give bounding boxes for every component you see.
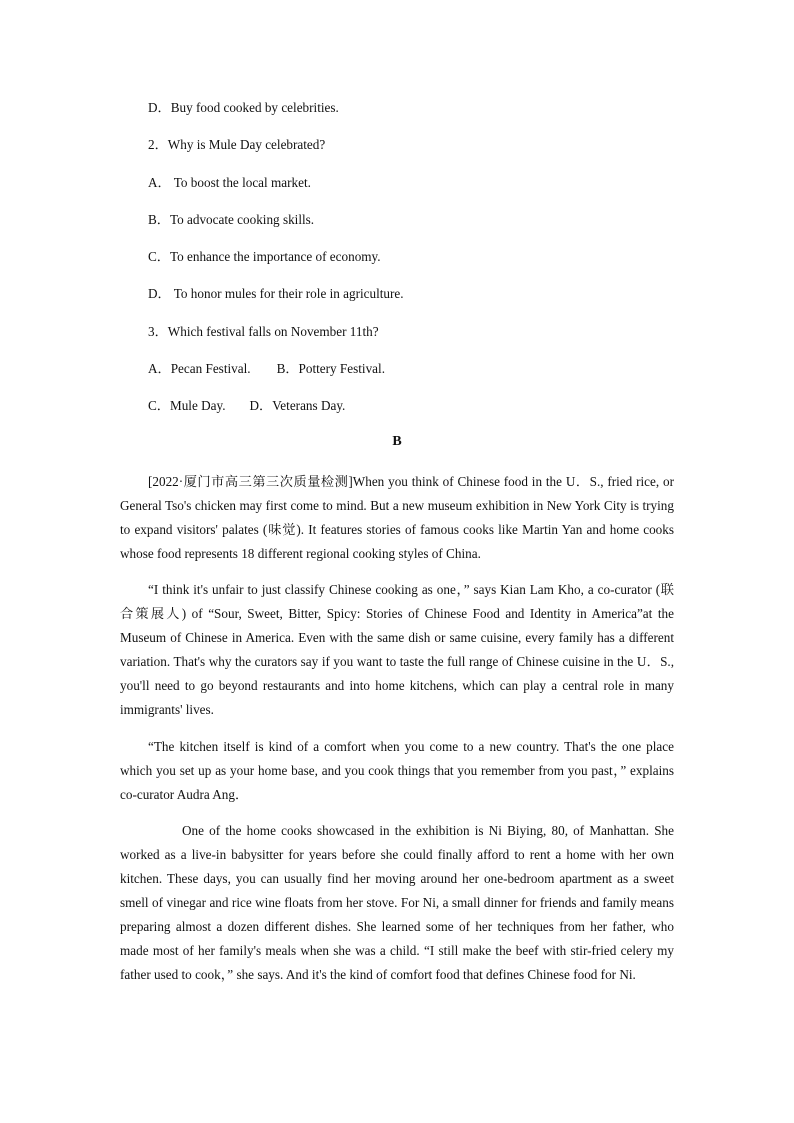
passage-paragraph-3: “The kitchen itself is kind of a comfort when you come to a new country. That's the one place which you set up as your home base, and you cook things that you remember from you past，” explains co-curator Audra Ang． [120,739,674,802]
q2-option-c: C．To enhance the importance of economy. [148,249,381,264]
q2-stem: 2．Why is Mule Day celebrated? [148,137,326,152]
q3-stem: 3．Which festival falls on November 11th? [148,324,379,339]
q3-option-d: D．Veterans Day. [249,398,346,413]
q2-option-a: A． To boost the local market. [148,175,311,190]
passage-paragraph-2: “I think it's unfair to just classify Chinese cooking as one，” says Kian Lam Kho, a co-curator (联合策展人) of “Sour, Sweet, Bitter, Spicy: Stories of Chinese Food and Identity in America”at the Museum of Chinese in America. Even with the same dish or same cuisine, every family has a different variation. That's why the curators say if you want to taste the full range of Chinese cuisine in the U．S., you'll need to go beyond restaurants and into home kitchens, which can play a central role in many immigrants' lives. [120,582,674,717]
q3-option-b: B．Pottery Festival. [276,361,385,376]
q1-option-d: D．Buy food cooked by celebrities. [148,100,339,115]
q2-option-b: B．To advocate cooking skills. [148,212,315,227]
passage-paragraph-1: [2022·厦门市高三第三次质量检测]When you think of Chinese food in the U．S., fried rice, or General Tso's chicken may first come to mind. But a new museum exhibition in New York City is trying to expand visitors' palates (味觉). It features stories of famous cooks like Martin Yan and home cooks whose food represents 18 different regional cooking styles of China. [120,474,674,561]
q2-option-d: D． To honor mules for their role in agriculture. [148,286,404,301]
q3-options-row-1 [148,360,385,378]
passage-paragraph-4: One of the home cooks showcased in the exhibition is Ni Biying, 80, of Manhattan. She worked as a live-in babysitter for years before she could finally afford to rent a home with her own kitchen. These days, you can usually find her moving around her one-bedroom apartment as a sweet smell of vinegar and rice wine floats from her stove. For Ni, a small dinner for friends and family means preparing almost a dozen different dishes. She learned some of her techniques from her father, who made most of her family's meals when she was a child. “I still make the beef with stir-fried celery my father used to cook，” she says. And it's the kind of comfort food that defines Chinese food for Ni. [120,823,674,982]
q3-option-c: C．Mule Day. [148,398,226,413]
section-b-heading: B [392,434,402,449]
q3-option-a: A．Pecan Festival. [148,361,251,376]
q3-options-row-2 [148,397,345,415]
